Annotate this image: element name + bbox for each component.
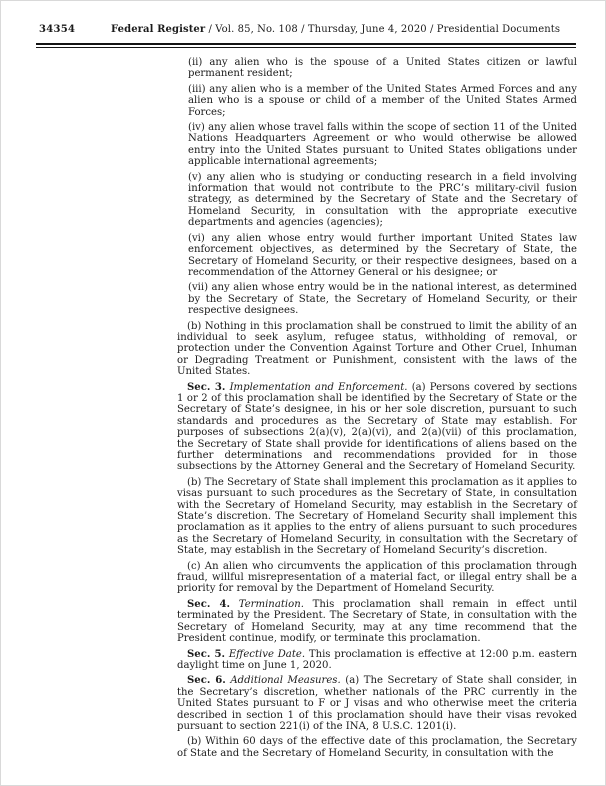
- volume-citation: / Vol. 85, No. 108 / Thursday, June 4, 2020 / Presidential Documents: [205, 24, 561, 35]
- section-paragraph: Sec. 3. Implementation and Enforcement. (a) Persons covered by sections 1 or 2 of this proclamation shall be identified by the Secretary of State or the Secretary of State’s designee, in his or her sole discretion, pursuant to such standards and procedures as the Secretary of State may establish. For purposes of subsections 2(a)(v), 2(a)(vi), and 2(a)(vii) of this proclamation, the Secretary of State shall provide for identifications of aliens based on the further determinations and recommendations provided for in those subsections by the Attorney General and the Secretary of Homeland Security.: [177, 381, 577, 473]
- section-paragraph: Sec. 4. Termination. This proclamation shall remain in effect until terminated by the President. The Secretary of State, in consultation with the Secretary of Homeland Security, may at any time recommend that the President continue, modify, or terminate this proclamation.: [177, 598, 577, 645]
- sub-item: (v) any alien who is studying or conducting research in a field involving information that would not contribute to the PRC’s military-civil fusion strategy, as determined by the Secretary of State and the Secretary of Homeland Security, in consultation with the appropriate executive departments and agencies (agencies);: [188, 171, 577, 229]
- sub-item: (iv) any alien whose travel falls within the scope of section 11 of the United Nations Headquarters Agreement or who would otherwise be allowed entry into the United States pursuant to United States obligations under applicable international agreements;: [188, 122, 577, 168]
- section-label: Sec. 5.: [187, 648, 226, 660]
- page-number: 34354: [39, 24, 76, 35]
- section-title: Termination.: [238, 598, 304, 610]
- section-label: Sec. 4.: [187, 598, 230, 610]
- section-title: Implementation and Enforcement.: [229, 381, 408, 393]
- header-citation: [111, 24, 560, 36]
- sub-item: (vi) any alien whose entry would further important United States law enforcement objectives, as determined by the Secretary of State, the Secretary of Homeland Security, or their respective designees, based on a recommendation of the Attorney General or his designee; or: [188, 232, 577, 278]
- section-label: Sec. 6.: [187, 675, 226, 687]
- journal-name: Federal Register: [111, 24, 206, 35]
- section-title: Additional Measures.: [230, 675, 341, 687]
- sub-item: (vii) any alien whose entry would be in the national interest, as determined by the Secretary of State, the Secretary of Homeland Security, or their respective designees.: [188, 282, 577, 317]
- section-paragraph: Sec. 5. Effective Date. This proclamation is effective at 12:00 p.m. eastern daylight time on June 1, 2020.: [177, 648, 577, 671]
- header-rule: [36, 43, 576, 48]
- sub-item: (ii) any alien who is the spouse of a United States citizen or lawful permanent resident;: [188, 57, 577, 80]
- section-paragraph: Sec. 6. Additional Measures. (a) The Secretary of State shall consider, in the Secretary’s discretion, whether nationals of the PRC currently in the United States pursuant to F or J visas and who otherwise meet the criteria described in section 1 of this proclamation should have their visas revoked pursuant to section 221(i) of the INA, 8 U.S.C. 1201(i).: [177, 675, 577, 732]
- section-label: Sec. 3.: [187, 381, 226, 393]
- sub-item: (iii) any alien who is a member of the United States Armed Forces and any alien who is a spouse or child of a member of the United States Armed Forces;: [188, 83, 577, 118]
- page-header: [1, 24, 605, 38]
- paragraph: (c) An alien who circumvents the application of this proclamation through fraud, willful misrepresentation of a material fact, or illegal entry shall be a priority for removal by the Department of Homeland Security.: [177, 560, 577, 595]
- section-title: Effective Date.: [228, 648, 306, 660]
- paragraph: (b) Within 60 days of the effective date of this proclamation, the Secretary of State and the Secretary of Homeland Security, in consultation with the: [177, 736, 577, 759]
- document-body: [177, 57, 577, 763]
- paragraph: (b) The Secretary of State shall implement this proclamation as it applies to visas pursuant to such procedures as the Secretary of State, in consultation with the Secretary of Homeland Security, may establish in the Secretary of State’s discretion. The Secretary of Homeland Security shall implement this proclamation as it applies to the entry of aliens pursuant to such procedures as the Secretary of Homeland Security, in consultation with the Secretary of State, may establish in the Secretary of Homeland Security’s discretion.: [177, 476, 577, 557]
- paragraph: (b) Nothing in this proclamation shall be construed to limit the ability of an individual to seek asylum, refugee status, withholding of removal, or protection under the Convention Against Torture and Other Cruel, Inhuman or Degrading Treatment or Punishment, consistent with the laws of the United States.: [177, 320, 577, 378]
